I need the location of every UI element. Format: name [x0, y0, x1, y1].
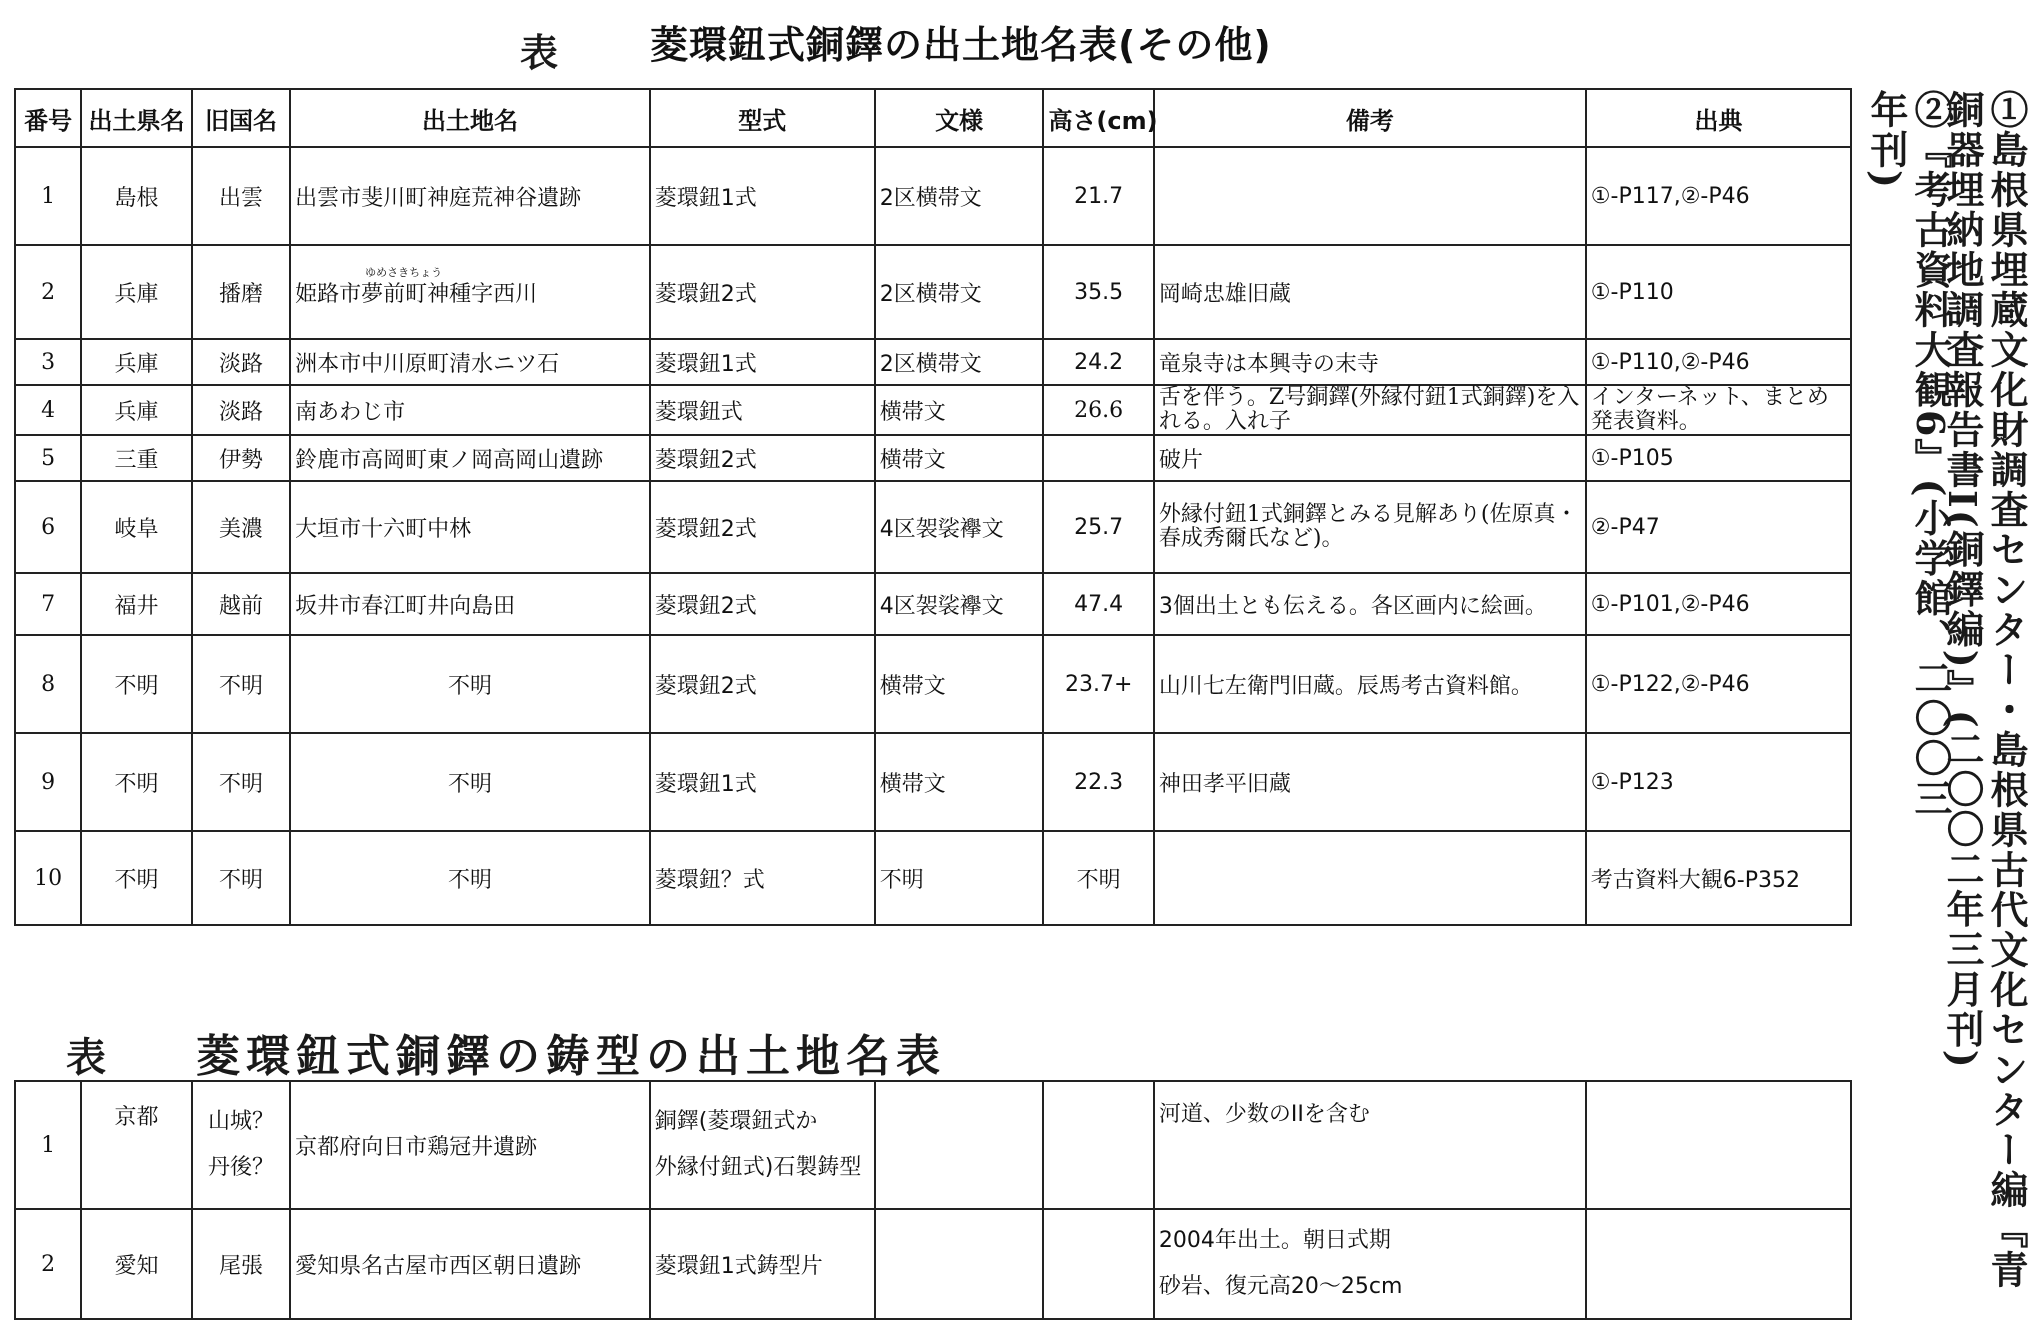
row-note-cell — [1154, 1209, 1586, 1319]
row-pref: 不明 — [81, 635, 191, 733]
row-pref: 兵庫 — [81, 385, 191, 435]
row-province-a: 山城？ — [207, 1109, 274, 1134]
row-no: 1 — [15, 147, 81, 245]
row-source: ①-P122,②-P46 — [1586, 635, 1851, 733]
row-place: 鈴鹿市高岡町東ノ岡高岡山遺跡 — [290, 435, 650, 481]
table-header-row — [15, 89, 1851, 147]
row-place: 不明 — [290, 733, 650, 831]
row-no: 1 — [15, 1081, 81, 1209]
row-note: 竜泉寺は本興寺の末寺 — [1154, 339, 1586, 385]
row-pref: 兵庫 — [81, 339, 191, 385]
row-note: 3個出土とも伝える。各区画内に絵画。 — [1154, 573, 1586, 635]
row-place-cell — [290, 245, 650, 339]
row-height: 26.6 — [1043, 385, 1153, 435]
row-type-cell — [650, 1081, 875, 1209]
row-pattern: 横帯文 — [875, 635, 1044, 733]
row-note: 岡崎忠雄旧蔵 — [1154, 245, 1586, 339]
row-source: ①-P101,②-P46 — [1586, 573, 1851, 635]
row-no: 9 — [15, 733, 81, 831]
col-header-height: 高さ(cm) — [1043, 89, 1153, 147]
row-type: 菱環鈕2式 — [650, 573, 875, 635]
row-note — [1154, 831, 1586, 925]
row-type: 菱環鈕1式 — [650, 733, 875, 831]
row-source: ②-P47 — [1586, 481, 1851, 573]
row-province: 越前 — [192, 573, 290, 635]
col-header-type: 型式 — [650, 89, 875, 147]
row-type-a: 銅鐸(菱環鈕式か — [654, 1109, 818, 1134]
row-height — [1043, 435, 1153, 481]
row-pref: 岐阜 — [81, 481, 191, 573]
row-place: 坂井市春江町井向島田 — [290, 573, 650, 635]
row-province: 淡路 — [192, 339, 290, 385]
row-type: 菱環鈕？式 — [650, 831, 875, 925]
table-row-handwritten — [15, 385, 1851, 435]
table1-title-text: 菱環鈕式銅鐸の出土地名表(その他) — [650, 23, 1272, 67]
table-row — [15, 435, 1851, 481]
row-pattern: 4区袈裟襷文 — [875, 481, 1044, 573]
row-pref: 福井 — [81, 573, 191, 635]
row-source: ①-P110,②-P46 — [1586, 339, 1851, 385]
row-no: 8 — [15, 635, 81, 733]
row-place: 京都府向日市鶏冠井遺跡 — [290, 1081, 650, 1209]
row-pref: 不明 — [81, 831, 191, 925]
source-note-1: ①島根県埋蔵文化財調査センター・島根県古代文化センター編『青銅器埋納地調査報告書I(銅鐸編)』(二〇〇二年三月刊) — [1940, 90, 2029, 1290]
row-note-a: 河道、少数のIIを含む — [1158, 1102, 1370, 1127]
row-source: インターネット、まとめ発表資料。 — [1586, 385, 1851, 435]
row-type-a: 菱環鈕1式鋳型片 — [650, 1209, 875, 1319]
row-pattern: 2区横帯文 — [875, 147, 1044, 245]
row-place: 南あわじ市 — [290, 385, 650, 435]
row-place: 愛知県名古屋市西区朝日遺跡 — [290, 1209, 650, 1319]
row-pattern: 4区袈裟襷文 — [875, 573, 1044, 635]
row-note: 神田孝平旧蔵 — [1154, 733, 1586, 831]
row-type: 菱環鈕1式 — [650, 339, 875, 385]
row-pref: 京都 — [81, 1081, 191, 1209]
row-source: ①-P110 — [1586, 245, 1851, 339]
col-header-source: 出典 — [1586, 89, 1851, 147]
row-type: 菱環鈕式 — [650, 385, 875, 435]
row-province-a: 尾張 — [192, 1209, 290, 1319]
row-province: 不明 — [192, 831, 290, 925]
table-row — [15, 481, 1851, 573]
row-source: ①-P105 — [1586, 435, 1851, 481]
row-province: 不明 — [192, 635, 290, 733]
row-height: 24.2 — [1043, 339, 1153, 385]
row-source: 考古資料大観6-P352 — [1586, 831, 1851, 925]
row-province: 不明 — [192, 733, 290, 831]
row-note: 山川七左衛門旧蔵。辰馬考古資料館。 — [1154, 635, 1586, 733]
row-pref: 兵庫 — [81, 245, 191, 339]
row-no: 4 — [15, 385, 81, 435]
row-type: 菱環鈕2式 — [650, 481, 875, 573]
table-row — [15, 245, 1851, 339]
col-header-note: 備考 — [1154, 89, 1586, 147]
row-height: 47.4 — [1043, 573, 1153, 635]
row-no: 2 — [15, 1209, 81, 1319]
col-header-province: 旧国名 — [192, 89, 290, 147]
row-pattern: 2区横帯文 — [875, 245, 1044, 339]
row-height: 22.3 — [1043, 733, 1153, 831]
row-pref: 三重 — [81, 435, 191, 481]
row-height: 不明 — [1043, 831, 1153, 925]
row-height: 25.7 — [1043, 481, 1153, 573]
row-pattern: 横帯文 — [875, 385, 1044, 435]
row-place: 姫路市夢前町神種字西川 — [295, 281, 538, 307]
row-place: 不明 — [290, 635, 650, 733]
col-header-no: 番号 — [15, 89, 81, 147]
table2-title-text: 菱環鈕式銅鐸の鋳型の出土地名表 — [196, 1031, 946, 1082]
row-pattern — [875, 1209, 1044, 1319]
row-note-b: 砂岩、復元高20～25cm — [1158, 1274, 1403, 1299]
row-type: 菱環鈕2式 — [650, 635, 875, 733]
row-province: 伊勢 — [192, 435, 290, 481]
row-height: 23.7+ — [1043, 635, 1153, 733]
row-pref: 愛知 — [81, 1209, 191, 1319]
row-type: 菱環鈕2式 — [650, 245, 875, 339]
row-height: 21.7 — [1043, 147, 1153, 245]
col-header-place: 出土地名 — [290, 89, 650, 147]
row-no: 10 — [15, 831, 81, 925]
row-pattern: 不明 — [875, 831, 1044, 925]
col-header-pref: 出土県名 — [81, 89, 191, 147]
row-province: 播磨 — [192, 245, 290, 339]
row-no: 2 — [15, 245, 81, 339]
row-type: 菱環鈕1式 — [650, 147, 875, 245]
row-pattern — [875, 1081, 1044, 1209]
row-note: 外縁付鈕1式銅鐸とみる見解あり(佐原真・春成秀爾氏など)。 — [1154, 481, 1586, 573]
row-note — [1154, 147, 1586, 245]
table-row — [15, 573, 1851, 635]
row-pattern: 2区横帯文 — [875, 339, 1044, 385]
table-row — [15, 1081, 1851, 1209]
row-pref: 島根 — [81, 147, 191, 245]
place-ruby: ゆめさきちょう — [365, 266, 443, 279]
table-row — [15, 635, 1851, 733]
row-pattern: 横帯文 — [875, 733, 1044, 831]
row-source — [1586, 1081, 1851, 1209]
mold-table — [14, 1080, 1852, 1320]
table2-title-mark: 表 — [66, 1034, 106, 1081]
table-row — [15, 733, 1851, 831]
row-pattern: 横帯文 — [875, 435, 1044, 481]
row-no: 3 — [15, 339, 81, 385]
row-no: 5 — [15, 435, 81, 481]
row-province: 出雲 — [192, 147, 290, 245]
row-note-a: 2004年出土。朝日式期 — [1158, 1228, 1391, 1253]
row-note-cell — [1154, 1081, 1586, 1209]
row-height — [1043, 1081, 1153, 1209]
table-row — [15, 339, 1851, 385]
row-no: 6 — [15, 481, 81, 573]
table-row — [15, 1209, 1851, 1319]
row-place: 不明 — [290, 831, 650, 925]
row-note: 破片 — [1154, 435, 1586, 481]
table-row — [15, 831, 1851, 925]
row-source: ①-P117,②-P46 — [1586, 147, 1851, 245]
row-province-cell — [192, 1081, 290, 1209]
row-type: 菱環鈕2式 — [650, 435, 875, 481]
row-height: 35.5 — [1043, 245, 1153, 339]
row-province: 美濃 — [192, 481, 290, 573]
row-pref: 不明 — [81, 733, 191, 831]
table-row — [15, 147, 1851, 245]
row-place: 出雲市斐川町神庭荒神谷遺跡 — [290, 147, 650, 245]
source-note-2: ②『考古資料大観6』(小学館、二〇〇三年刊) — [1864, 90, 1953, 819]
excavation-table — [14, 88, 1852, 926]
col-header-pattern: 文様 — [875, 89, 1044, 147]
row-no: 7 — [15, 573, 81, 635]
row-height — [1043, 1209, 1153, 1319]
row-province-b: 丹後？ — [207, 1155, 274, 1180]
row-place: 大垣市十六町中林 — [290, 481, 650, 573]
row-note: 舌を伴う。Z号銅鐸(外縁付鈕1式銅鐸)を入れる。入れ子 — [1154, 385, 1586, 435]
row-place: 洲本市中川原町清水ニツ石 — [290, 339, 650, 385]
row-province: 淡路 — [192, 385, 290, 435]
table1-title-mark: 表 — [520, 30, 560, 75]
row-type-b: 外縁付鈕式)石製鋳型 — [654, 1155, 862, 1180]
row-source: ①-P123 — [1586, 733, 1851, 831]
row-source — [1586, 1209, 1851, 1319]
